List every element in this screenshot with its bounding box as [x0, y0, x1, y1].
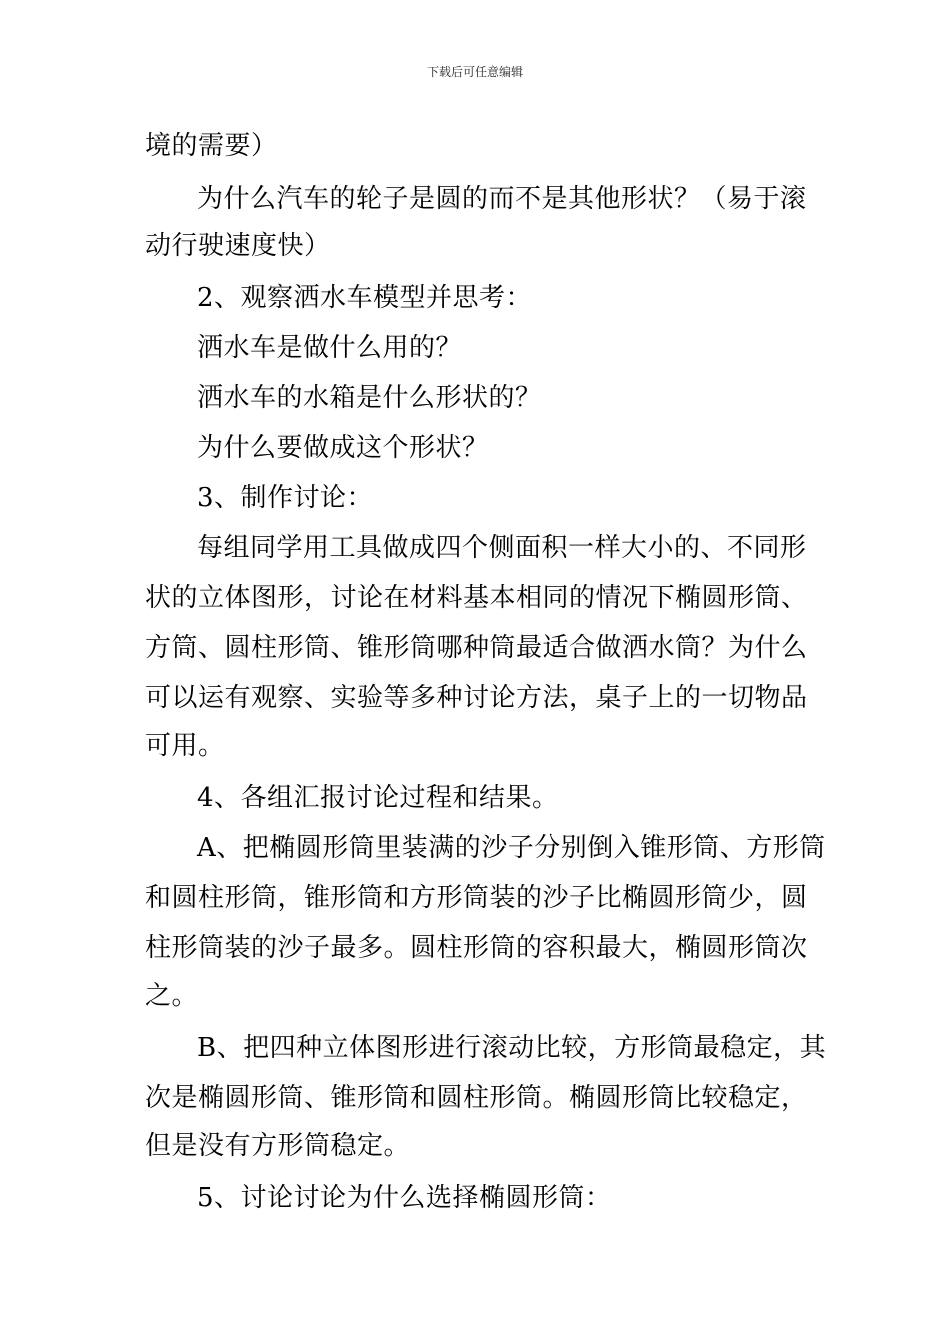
page-header: 下载后可任意编辑	[426, 65, 523, 79]
text-line: 状的立体图形，讨论在材料基本相同的情况下椭圆形筒、	[145, 583, 808, 613]
text-line: 洒水车是做什么用的？	[197, 333, 463, 363]
text-line: B、把四种立体图形进行滚动比较，方形筒最稳定，其	[197, 1033, 827, 1063]
text-line: 洒水车的水箱是什么形状的？	[197, 383, 542, 413]
text-line: 次是椭圆形筒、锥形筒和圆柱形筒。椭圆形筒比较稳定，	[145, 1083, 808, 1113]
text-line: 可以运有观察、实验等多种讨论方法，桌子上的一切物品	[145, 683, 808, 713]
text-line: 每组同学用工具做成四个侧面积一样大小的、不同形	[197, 533, 807, 563]
text-line: 3、制作讨论：	[197, 483, 374, 513]
text-line: 之。	[145, 981, 199, 1011]
text-line: 为什么要做成这个形状？	[197, 433, 489, 463]
text-line: 5、讨论讨论为什么选择椭圆形筒：	[197, 1183, 612, 1213]
text-line: 动行驶速度快）	[145, 231, 331, 261]
text-line: 柱形筒装的沙子最多。圆柱形筒的容积最大，椭圆形筒次	[145, 933, 808, 963]
text-line: 方筒、圆柱形筒、锥形筒哪种筒最适合做洒水筒？为什么	[145, 633, 808, 663]
text-line: 2、观察洒水车模型并思考：	[197, 283, 533, 313]
text-line: 境的需要）	[145, 131, 278, 161]
text-line: 但是没有方形筒稳定。	[145, 1131, 411, 1161]
text-line: 为什么汽车的轮子是圆的而不是其他形状？（易于滚	[197, 184, 807, 214]
text-line: A、把椭圆形筒里装满的沙子分别倒入锥形筒、方形筒	[197, 833, 826, 863]
text-line: 4、各组汇报讨论过程和结果。	[197, 783, 559, 813]
text-line: 和圆柱形筒，锥形筒和方形筒装的沙子比椭圆形筒少，圆	[145, 883, 808, 913]
text-line: 可用。	[145, 731, 225, 761]
